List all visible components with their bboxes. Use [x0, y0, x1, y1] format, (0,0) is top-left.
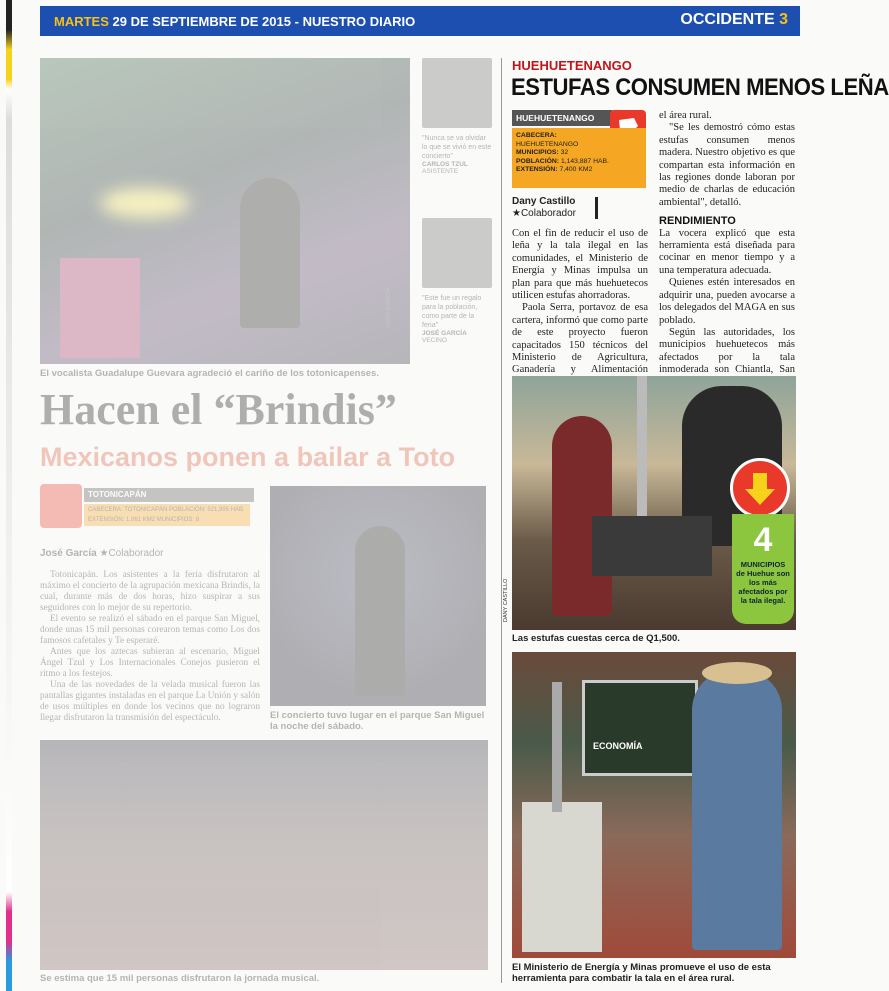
right-body-col1: Con el fin de reducir el uso de leña y la tala ilegal en las comunidades, el Ministerio de Energía y Minas impulsa un plan para que más huehuetecos utilicen estufas ahorradoras. Paola Serra, portavoz de esa cartera, informó que como parte de este proyecto fueron capacitados 150 técnicos del Ministerio de Agricultura, Ganadería y Alimentación [512, 228, 648, 376]
rendimiento-subhead: RENDIMIENTO [659, 215, 736, 228]
hat-icon [702, 662, 772, 684]
down-arrow-icon [730, 458, 790, 518]
right-kicker: HUEHUETENANGO [512, 58, 632, 73]
registration-strip [6, 0, 12, 991]
page-header [40, 6, 800, 36]
photo-caption: El Ministerio de Energía y Minas promueve el uso de esta herramienta para combatir la tala en el área rural. [512, 962, 771, 984]
stat-number: 4 [753, 521, 773, 559]
chimney-icon [637, 376, 647, 516]
huehuetenango-info-box: HUEHUETENANGO CABECERA: HUEHUETENANGO MUNICIPIOS: 32 POBLACIÓN: 1,143,887 HAB. EXTENSIÓN: 7,400 KM2 [512, 110, 646, 188]
avatar [422, 218, 492, 288]
right-byline: Dany Castillo ★Colaborador [512, 196, 576, 219]
left-body-text: Totonicapán. Los asistentes a la feria disfrutaron al máximo el concierto de la agrupación mexicana Brindis, la cual, durante más de dos horas, hizo suspirar a sus seguidores con lo mejor de su repertorio. El evento se realizó el sábado en el parque San Miguel, donde unas 15 mil personas corearon temas como Los dos famosos cafetales y Te esperaré. Antes que los aztecas subieran al escenario, Miguel Ángel Tzul y Los Internacionales Conejos pusieron el ritmo a los festejos. Una de las novedades de la velada musical fueron las pantallas gigantes instaladas en el parque La Unión y salón de usos múltiples en donde los vecinos que no lograron llegar disfrutaron la transmisión del espectáculo. [40, 570, 260, 723]
stat-badge [724, 458, 796, 630]
byline-bar [595, 197, 598, 219]
right-body-col2: el área rural. "Se les demostró cómo estas estufas consumen menos madera. Nuestro objetivo es que compartan esta información en las regiones donde laboran por medio de charlas de educación ambiental", detalló. RENDIMIENTO La vocera explicó que esta herramienta está diseñada para cocinar en menor tiempo y a una temperatura adecuada. Quienes estén interesados en adquirir una, pueden avocarse a los delegados del MAGA en sus poblado. Según las autoridades, los municipios huehuetecos más afectados por la tala inmoderada son Chiantla, San [659, 110, 795, 376]
stove-icon [592, 516, 712, 576]
concert-photo [40, 58, 410, 364]
totonicapan-info-box: TOTONICAPÁN CABECERA: TOTONICAPÁN POBLACIÓN: 521,995 HAB. EXTENSIÓN: 1,061 KM2 MUNICIPIOS: 8 [40, 484, 250, 528]
photo-caption: El vocalista Guadalupe Guevara agradeció el cariño de los totonicapenses. [40, 368, 379, 379]
header-paper: NUESTRO DIARIO [302, 14, 416, 29]
photo-caption: Las estufas cuestas cerca de Q1,500. [512, 633, 680, 644]
info-row: EXTENSIÓN: 7,400 KM2 [516, 166, 593, 173]
info-row: CABECERA: [516, 132, 557, 139]
header-section: OCCIDENTE 3 [680, 11, 788, 28]
singer-photo [270, 486, 486, 706]
chimney-icon [552, 682, 562, 812]
left-story [40, 58, 495, 988]
left-byline: José García ★Colaborador [40, 548, 164, 559]
photo-credit: DANY CASTILLO [503, 578, 509, 622]
singer-silhouette-icon [355, 526, 405, 696]
crowd-photo [40, 740, 488, 970]
photo-caption: El concierto tuvo lugar en el parque San Miguel la noche del sábado. [270, 710, 485, 732]
stage-light-icon [100, 188, 190, 218]
economia-poster [582, 680, 698, 776]
quote-box-1: "Nunca se va olvidar lo que se vivió en este concierto" CARLOS TZUL ASISTENTE [422, 58, 492, 208]
photo-caption: Se estima que 15 mil personas disfrutaron la jornada musical. [40, 973, 320, 984]
man-stove-photo [512, 652, 796, 958]
right-headline: ESTUFAS CONSUMEN MENOS LEÑA [511, 74, 889, 101]
info-row: MUNICIPIOS: 32 [516, 149, 569, 156]
stat-text: MUNICIPIOS de Huehue son los más afectados por la tala ilegal. [736, 560, 790, 605]
header-date: 29 DE SEPTIEMBRE DE 2015 [112, 14, 291, 29]
quote-box-2: "Este fue un regalo para la población, como parte de la feria" JOSÉ GARCÍA VECINO [422, 218, 492, 368]
left-subhead: Mexicanos ponen a bailar a Toto [40, 442, 456, 472]
poster-label: ECONOMÍA [593, 741, 643, 751]
stove-icon [522, 802, 602, 952]
column-divider [501, 58, 502, 983]
info-row: HUEHUETENANGO [516, 140, 579, 148]
singer-silhouette-icon [240, 178, 300, 328]
header-date-line: MARTES 29 DE SEPTIEMBRE DE 2015 - NUESTRO DIARIO [54, 14, 416, 29]
info-row: POBLACIÓN: 1,143,887 HAB. [516, 157, 609, 165]
crowd-silhouette-icon [60, 258, 140, 358]
header-day: MARTES [54, 14, 109, 29]
avatar [422, 58, 492, 128]
photo-credit: JOSÉ GARCÍA [386, 286, 392, 328]
man-silhouette-icon [692, 670, 782, 950]
page-number: 3 [779, 11, 788, 28]
left-headline: Hacen el “Brindis” [40, 385, 397, 434]
map-icon [40, 484, 82, 528]
